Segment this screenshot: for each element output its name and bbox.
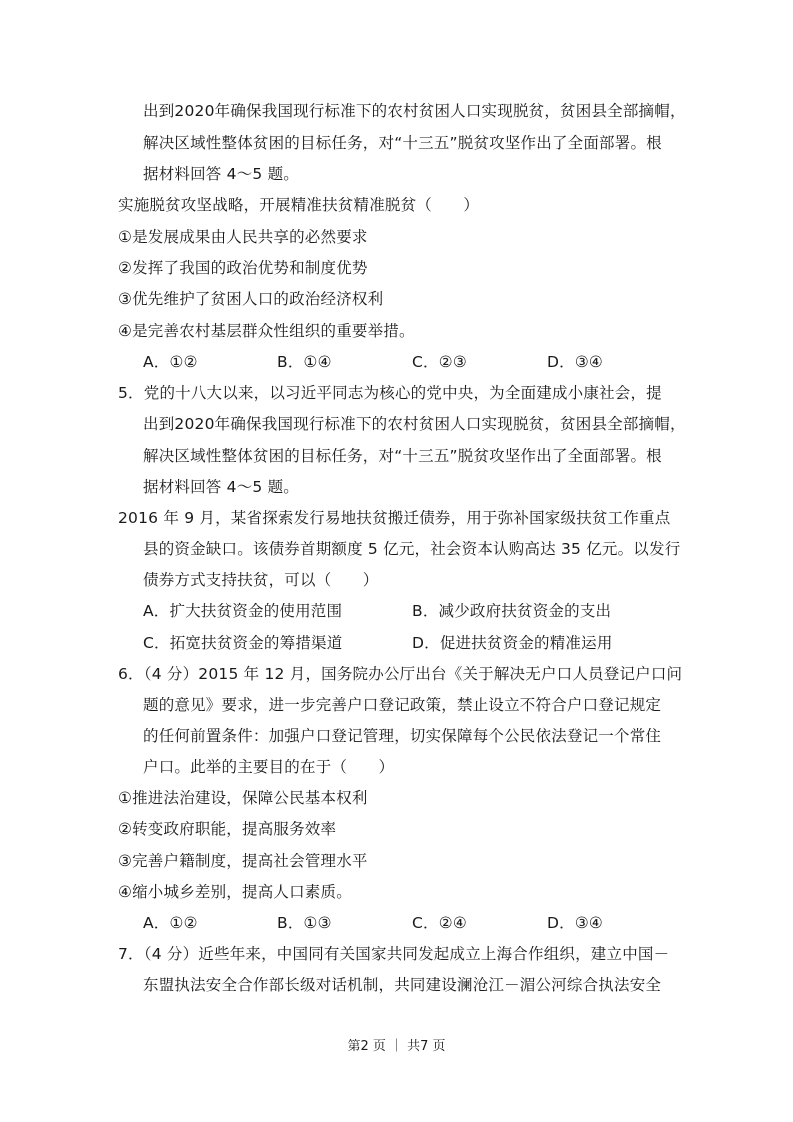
q5-option-c[interactable]: C．拓宽扶贫资金的筹措渠道 [143,634,343,652]
q6-option-a[interactable]: A．①② [143,914,198,932]
q6-option-c[interactable]: C．②④ [412,914,467,932]
q6-statement: ①推进法治建设，保障公民基本权利 [118,789,368,807]
q5-stem-line: 5．党的十八大以来，以习近平同志为核心的党中央，为全面建成小康社会，提 [118,384,662,402]
q4-statement: ④是完善农村基层群众性组织的重要举措。 [118,322,415,340]
q4-stem-line: 据材料回答 4～5 题。 [143,165,299,183]
q5-stem-line: 出到2020年确保我国现行标准下的农村贫困人口实现脱贫，贫困县全部摘帽， [143,415,686,433]
q7-stem-line: 东盟执法安全合作部长级对话机制，共同建设澜沧江－湄公河综合执法安全 [143,976,662,994]
q5-question-line: 债券方式支持扶贫，可以（ ） [143,571,379,589]
q5-option-d[interactable]: D．促进扶贫资金的精准运用 [412,634,613,652]
q4-statement: ①是发展成果由人民共享的必然要求 [118,228,368,246]
q4-stem-line: 解决区域性整体贫困的目标任务，对“十三五”脱贫攻坚作出了全面部署。根 [143,134,662,152]
q5-stem-line: 据材料回答 4～5 题。 [143,478,299,496]
q4-option-d[interactable]: D．③④ [547,353,604,371]
q7-stem-line: 7．（4 分）近些年来，中国同有关国家共同发起成立上海合作组织，建立中国－ [118,945,670,963]
q6-stem-line: 6．（4 分）2015 年 12 月，国务院办公厅出台《关于解决无户口人员登记户口问 [118,665,683,683]
q6-stem-line: 题的意见》要求，进一步完善户口登记政策，禁止设立不符合户口登记规定 [143,696,662,714]
q4-statement: ③优先维护了贫困人口的政治经济权利 [118,290,384,308]
q4-option-a[interactable]: A．①② [143,353,198,371]
q5-option-a[interactable]: A．扩大扶贫资金的使用范围 [143,602,343,620]
q4-question: 实施脱贫攻坚战略，开展精准扶贫精准脱贫（ ） [118,196,480,214]
q4-stem-line: 出到2020年确保我国现行标准下的农村贫困人口实现脱贫，贫困县全部摘帽， [143,102,686,120]
q4-option-b[interactable]: B．①④ [277,353,332,371]
q4-option-c[interactable]: C．②③ [412,353,467,371]
q6-option-d[interactable]: D．③④ [547,914,604,932]
q6-statement: ③完善户籍制度，提高社会管理水平 [118,852,368,870]
q5-question-line: 2016 年 9 月，某省探索发行易地扶贫搬迁债券，用于弥补国家级扶贫工作重点 [118,509,671,527]
page-footer: 第2 页 ｜ 共7 页 [347,1039,446,1054]
q4-statement: ②发挥了我国的政治优势和制度优势 [118,259,368,277]
q6-stem-line: 户口。此举的主要目的在于（ ） [143,758,395,776]
q6-option-b[interactable]: B．①③ [277,914,332,932]
q6-statement: ②转变政府职能，提高服务效率 [118,820,337,838]
q6-statement: ④缩小城乡差别，提高人口素质。 [118,883,352,901]
q5-stem-line: 解决区域性整体贫困的目标任务，对“十三五”脱贫攻坚作出了全面部署。根 [143,447,662,465]
q5-question-line: 县的资金缺口。该债券首期额度 5 亿元，社会资本认购高达 35 亿元。以发行 [143,540,681,558]
q6-stem-line: 的任何前置条件：加强户口登记管理，切实保障每个公民依法登记一个常住 [143,727,662,745]
q5-option-b[interactable]: B．减少政府扶贫资金的支出 [412,602,612,620]
